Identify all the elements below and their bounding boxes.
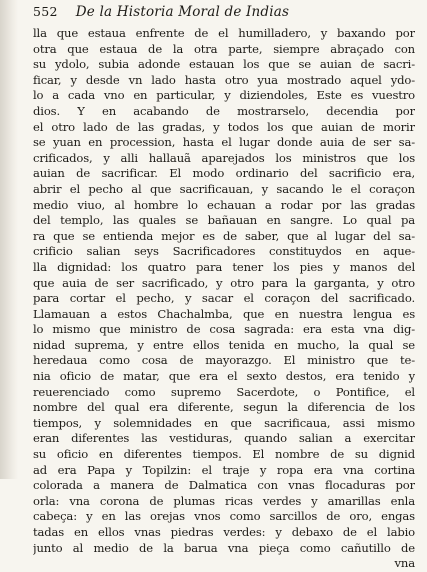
- page-number: 552: [33, 4, 58, 19]
- running-title: De la Historia Moral de Indias: [75, 4, 290, 20]
- text-line: para cortar el pecho, y sacar el coraçon del sacrificado.: [33, 291, 415, 306]
- text-line: el otro lado de las gradas, y todos los que auian de morir: [33, 119, 415, 134]
- text-line: dios. Y en acabando de mostrarselo, decendia por: [33, 103, 415, 118]
- text-line: nidad suprema, y entre ellos tenida en mucho, la qual se: [33, 337, 415, 352]
- text-line: su ydolo, subia adonde estauan los que se auian de sacri-: [33, 57, 415, 72]
- text-line: se yuan en procession, hasta el lugar donde auia de ser sa-: [33, 135, 415, 150]
- text-line: nombre del qual era diferente, segun la diferencia de los: [33, 400, 415, 415]
- text-line: colorada a manera de Dalmatica con vnas flocaduras por: [33, 478, 415, 493]
- body-text: [33, 26, 415, 572]
- text-line: orla: vna corona de plumas ricas verdes y amarillas enla: [33, 493, 415, 508]
- catchword: vna: [394, 556, 415, 571]
- text-line: reuerenciado como supremo Sacerdote, o Pontifice, el: [33, 384, 415, 399]
- text-line: lla que estaua enfrente de el humilladero, y baxando por: [33, 26, 415, 40]
- text-line: crificio salian seys Sacrificadores constituydos en aque-: [33, 244, 415, 259]
- text-line: heredaua como cosa de mayorazgo. El ministro que te-: [33, 353, 415, 368]
- text-line: nia oficio de matar, que era el sexto destos, era tenido y: [33, 369, 415, 384]
- text-line: lo a cada vno en particular, y diziendoles, Este es vuestro: [33, 88, 415, 103]
- text-line: abrir el pecho al que sacrificauan, y sacando le el coraçon: [33, 181, 415, 196]
- text-line: su oficio en diferentes tiempos. El nombre de su dignid: [33, 447, 415, 462]
- text-line: auian de sacrificar. El modo ordinario del sacrificio era,: [33, 166, 415, 181]
- text-line: crificados, y alli hallauã aparejados los ministros que los: [33, 150, 415, 165]
- text-line: del templo, las quales se bañauan en sangre. Lo qual pa: [33, 213, 415, 228]
- text-line: eran diferentes las vestiduras, quando salian a exercitar: [33, 431, 415, 446]
- text-line: tiempos, y solemnidades en que sacrificaua, assi mismo: [33, 415, 415, 430]
- text-line: tadas en ellos vnas piedras verdes: y debaxo de el labio: [33, 525, 415, 539]
- text-line: ra que se entienda mejor es de saber, que al lugar del sa-: [33, 228, 415, 243]
- page-gutter-shadow: [0, 0, 18, 479]
- text-line: lla dignidad: los quatro para tener los pies y manos del: [33, 259, 415, 274]
- text-line: otra que estaua de la otra parte, siempre abraçado con: [33, 41, 415, 56]
- text-line: ad era Papa y Topilzin: el traje y ropa era vna cortina: [33, 462, 415, 477]
- text-line: lo mismo que ministro de cosa sagrada: era esta vna dig-: [33, 322, 415, 337]
- text-line: ficar, y desde vn lado hasta otro yua mostrado aquel ydo-: [33, 72, 415, 87]
- text-line: cabeça: y en las orejas vnos como sarcillos de oro, engas: [33, 509, 415, 524]
- text-line: que auia de ser sacrificado, y otro para la garganta, y otro: [33, 275, 415, 290]
- text-line: Llamauan a estos Chachalmba, que en nuestra lengua es: [33, 306, 415, 321]
- running-header: [33, 4, 415, 26]
- text-line: junto al medio de la barua vna pieça como cañutillo de: [33, 540, 415, 555]
- text-line: medio viuo, al hombre lo echauan a rodar por las gradas: [33, 197, 415, 212]
